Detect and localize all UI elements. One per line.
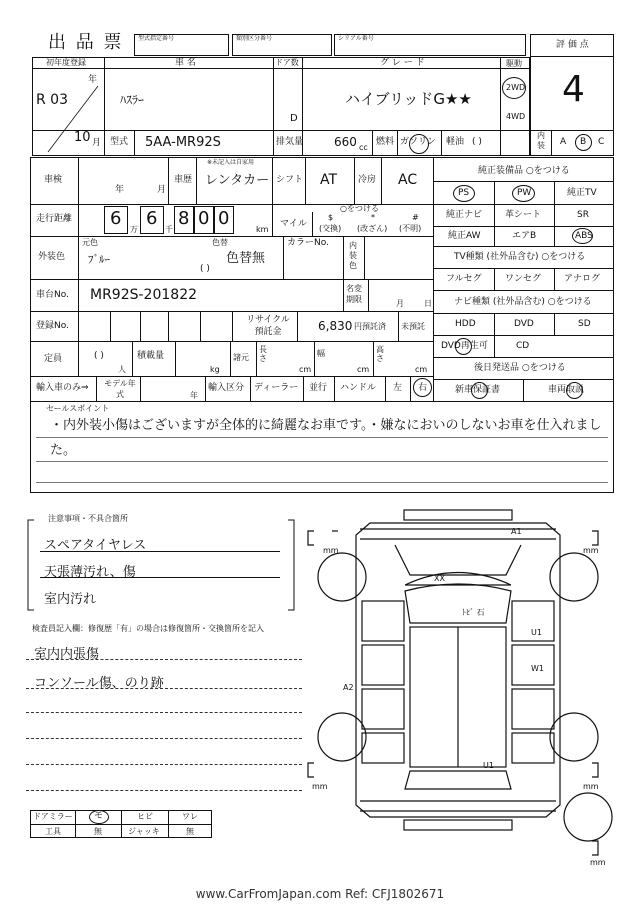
drive-2wd: 2WD (506, 83, 526, 92)
equip-tv: 純正TV (567, 188, 597, 198)
break-label: ワレ (182, 812, 198, 821)
equip-sr: SR (577, 210, 589, 220)
equip-leather: 革シート (505, 210, 542, 220)
sales-point-label: セールスポイント (46, 404, 110, 413)
mileage-label: 走行距離 (36, 214, 73, 224)
grade-value: ハイブリッドG★★ (345, 90, 472, 108)
first-reg-era: R 03 (36, 92, 68, 108)
fuel-diesel: 軽油 (446, 137, 465, 147)
width-unit: cm (357, 365, 370, 374)
fuel-other: ( ) (472, 137, 482, 147)
color-no-label: カラーNo. (287, 238, 329, 248)
sheet-title: 出 品 票 (48, 32, 124, 53)
import-category-label: 輸入区分 (208, 383, 245, 393)
period-month-unit: 月 (396, 299, 404, 308)
crack-label: ヒビ (137, 812, 153, 821)
meter-hash: # (412, 213, 419, 222)
year-unit: 年 (88, 75, 98, 85)
doors-value: D (290, 113, 298, 124)
mileage-digit: 6 (146, 208, 158, 229)
chassis-label: 車台No. (36, 290, 69, 300)
mm-label: mm (323, 546, 339, 555)
new-car-warranty: 新車保証書 (455, 385, 501, 395)
equip-pw-circle (512, 185, 535, 202)
height-label: 高さ (376, 345, 384, 363)
damage-a2: A2 (343, 683, 354, 692)
interior-b-circle (575, 134, 592, 151)
grade-label: グ レ ー ド (380, 58, 425, 68)
after-shipping-header: 後日発送品 ○をつける (474, 363, 566, 373)
meter-exchanged: (交換) (319, 224, 342, 233)
man-unit: 万 (130, 225, 138, 234)
car-name-value: ﾊｽﾗｰ (120, 93, 145, 107)
tv-analog: アナログ (564, 274, 601, 284)
car-damage-diagram (300, 505, 616, 865)
doors-label: ドア数 (275, 58, 299, 67)
damage-u1-right: U1 (531, 628, 542, 637)
inspector-label: 検査員記入欄：修復歴「有」の場合は修復箇所・交換箇所を記入 (32, 624, 264, 633)
capacity-label: 定員 (44, 354, 63, 364)
mileage-digit: 0 (218, 208, 230, 229)
first-reg-label: 初年度登録 (46, 58, 86, 67)
cc-unit: cc (359, 143, 368, 152)
interior-b: B (580, 137, 587, 147)
mm-label: mm (312, 782, 328, 791)
fuel-gasoline-circle (409, 134, 429, 154)
inspector-item: コンソール傷、のり跡 (34, 676, 164, 691)
length-label: 長さ (259, 345, 267, 363)
drive-label: 駆動 (506, 59, 522, 68)
damage-u1-rear: U1 (483, 761, 494, 770)
equipment-header: 純正装備品 ○をつける (478, 166, 570, 176)
recycle-value: 6,830 (318, 319, 353, 333)
interior-a: A (560, 137, 567, 147)
model-label: 型式 (110, 137, 129, 147)
navi-dvd: DVD (514, 319, 534, 329)
mirror-label: ドアミラー (33, 812, 73, 821)
navi-hdd: HDD (455, 319, 476, 329)
score-value: 4 (562, 69, 585, 110)
import-parallel: 並行 (309, 383, 328, 393)
mirror-value: モ (94, 811, 104, 821)
model-value: 5AA-MR92S (145, 135, 221, 150)
history-value: レンタカー (205, 173, 270, 188)
load-unit: kg (210, 365, 220, 374)
equip-abs-circle (572, 228, 593, 244)
mile-label: マイル (280, 219, 307, 229)
media-cd: CD (516, 341, 530, 351)
mirror-circle (89, 810, 109, 824)
serial-label: シリアル番号 (338, 35, 374, 42)
interior-label: 内装 (537, 131, 545, 150)
model-year-unit: 年 (190, 391, 198, 400)
handle-label: ハンドル (340, 383, 377, 393)
shaken-month-unit: 月 (157, 185, 167, 195)
recycle-label: リサイクル預託金 (246, 315, 290, 337)
drive-4wd: 4WD (506, 112, 526, 121)
interior-color-label: 内装色 (349, 241, 357, 270)
reg-no-label: 登録No. (36, 321, 69, 331)
tv-fullseg: フルセグ (446, 274, 482, 284)
dvd-playback: DVD再生可 (441, 341, 488, 351)
notes-label: 注意事項・不具合箇所 (48, 514, 128, 523)
repaint-label: 色替 (212, 238, 228, 247)
km-unit: km (256, 225, 269, 234)
recycle-paid: 円預託済 (354, 322, 386, 331)
manual-circle (566, 382, 583, 399)
load-label: 積載量 (137, 351, 165, 361)
import-dealer: ディーラー (254, 383, 299, 393)
drive-2wd-circle (502, 77, 526, 99)
model-year-label: モデル年式 (104, 379, 136, 399)
mm-label: mm (590, 858, 606, 865)
mileage-digit: 8 (178, 208, 190, 229)
handle-left: 左 (393, 383, 403, 393)
month-unit: 月 (92, 138, 102, 148)
mileage-digit: 6 (110, 208, 122, 229)
shift-value: AT (320, 172, 338, 188)
dims-label: 諸元 (233, 353, 249, 362)
damage-xx: XX (434, 574, 445, 583)
ac-value: AC (398, 172, 418, 188)
score-label: 評 価 点 (556, 40, 589, 50)
owners-manual: 車両取説 (548, 385, 585, 395)
name-change-period-label: 名変期限 (346, 284, 362, 304)
repaint-value: 色替無 (226, 251, 266, 266)
recycle-unpaid: 未預託 (401, 322, 425, 331)
jack-value: 無 (186, 827, 194, 836)
equip-pw: PW (517, 188, 532, 198)
ac-label: 冷房 (358, 175, 377, 185)
dvd-playback-circle (455, 338, 472, 355)
repaint-paren: ( ) (200, 264, 210, 274)
note-item: 天張薄汚れ、傷 (44, 565, 136, 580)
sen-unit: 千 (165, 225, 173, 234)
mm-label: mm (583, 546, 599, 555)
tools-value: 無 (94, 827, 102, 836)
damage-stone-chip: ﾄﾋﾞ 石 (462, 608, 485, 617)
category-label: 類別区分番号 (236, 35, 273, 42)
meter-dollar: $ (328, 213, 334, 222)
shaken-year-unit: 年 (115, 185, 125, 195)
exterior-color-label: 外装色 (38, 252, 66, 262)
type-designation-label: 型式指定番号 (138, 35, 175, 42)
shift-label: シフト (276, 175, 304, 185)
width-label: 幅 (317, 349, 325, 358)
equip-abs: ABS (575, 231, 593, 241)
displacement-value: 660 (334, 135, 357, 149)
original-color-label: 元色 (82, 238, 98, 247)
equip-navi: 純正ナビ (446, 210, 483, 220)
unregistered-note: ※未記入は自家用 (207, 159, 255, 166)
tv-type-header: TV種類 (社外品含む) ○をつける (454, 252, 586, 262)
footer-watermark: www.CarFromJapan.com Ref: CFJ1802671 (195, 887, 445, 901)
length-unit: cm (299, 365, 312, 374)
interior-c: C (598, 137, 605, 147)
equip-airbag: エアB (512, 231, 537, 241)
equip-ps: PS (458, 188, 470, 198)
displacement-label: 排気量 (276, 137, 304, 147)
period-day-unit: 日 (424, 299, 432, 308)
handle-right-circle (413, 378, 432, 397)
color-value: ﾌﾞﾙｰ (88, 253, 110, 266)
history-label: 車歴 (174, 175, 193, 185)
meter-tampered: (改ざん) (357, 224, 388, 233)
capacity-paren: ( ) (94, 351, 104, 361)
sales-point-line2: た。 (50, 443, 77, 458)
chassis-value: MR92S-201822 (90, 287, 198, 303)
handle-right: 右 (418, 383, 428, 393)
fuel-gasoline: ガソリン (400, 137, 437, 147)
tools-label: 工具 (45, 827, 61, 836)
capacity-unit: 人 (118, 365, 126, 374)
meter-star: * (371, 213, 375, 222)
tv-oneseg: ワンセグ (505, 274, 542, 284)
fuel-label: 燃料 (376, 137, 395, 147)
height-unit: cm (415, 365, 428, 374)
car-name-label: 車 名 (175, 58, 196, 68)
note-item: 室内汚れ (44, 592, 97, 607)
meter-unknown: (不明) (399, 224, 422, 233)
mileage-digit: 0 (198, 208, 210, 229)
navi-sd: SD (578, 319, 591, 329)
warranty-circle (471, 382, 488, 399)
first-reg-month: 10 (74, 130, 91, 145)
shaken-label: 車検 (44, 175, 63, 185)
circle-note: ○をつける (340, 204, 379, 213)
jack-label: ジャッキ (128, 827, 160, 836)
navi-type-header: ナビ種類 (社外品含む) ○をつける (454, 297, 592, 307)
damage-w1: W1 (531, 664, 544, 673)
sales-point-line1: ・内外装小傷はございますが全体的に綺麗なお車です。・嫌なにおいのしないお車を仕入れまし (50, 418, 602, 433)
note-item: スペアタイヤレス (44, 538, 147, 553)
equip-ps-circle (453, 185, 475, 202)
equip-aw: 純正AW (448, 231, 481, 241)
inspector-item: 室内内張傷 (34, 647, 100, 662)
mm-label: mm (583, 782, 599, 791)
import-label: 輸入車のみ⇒ (36, 383, 89, 393)
damage-a1: A1 (511, 527, 522, 536)
